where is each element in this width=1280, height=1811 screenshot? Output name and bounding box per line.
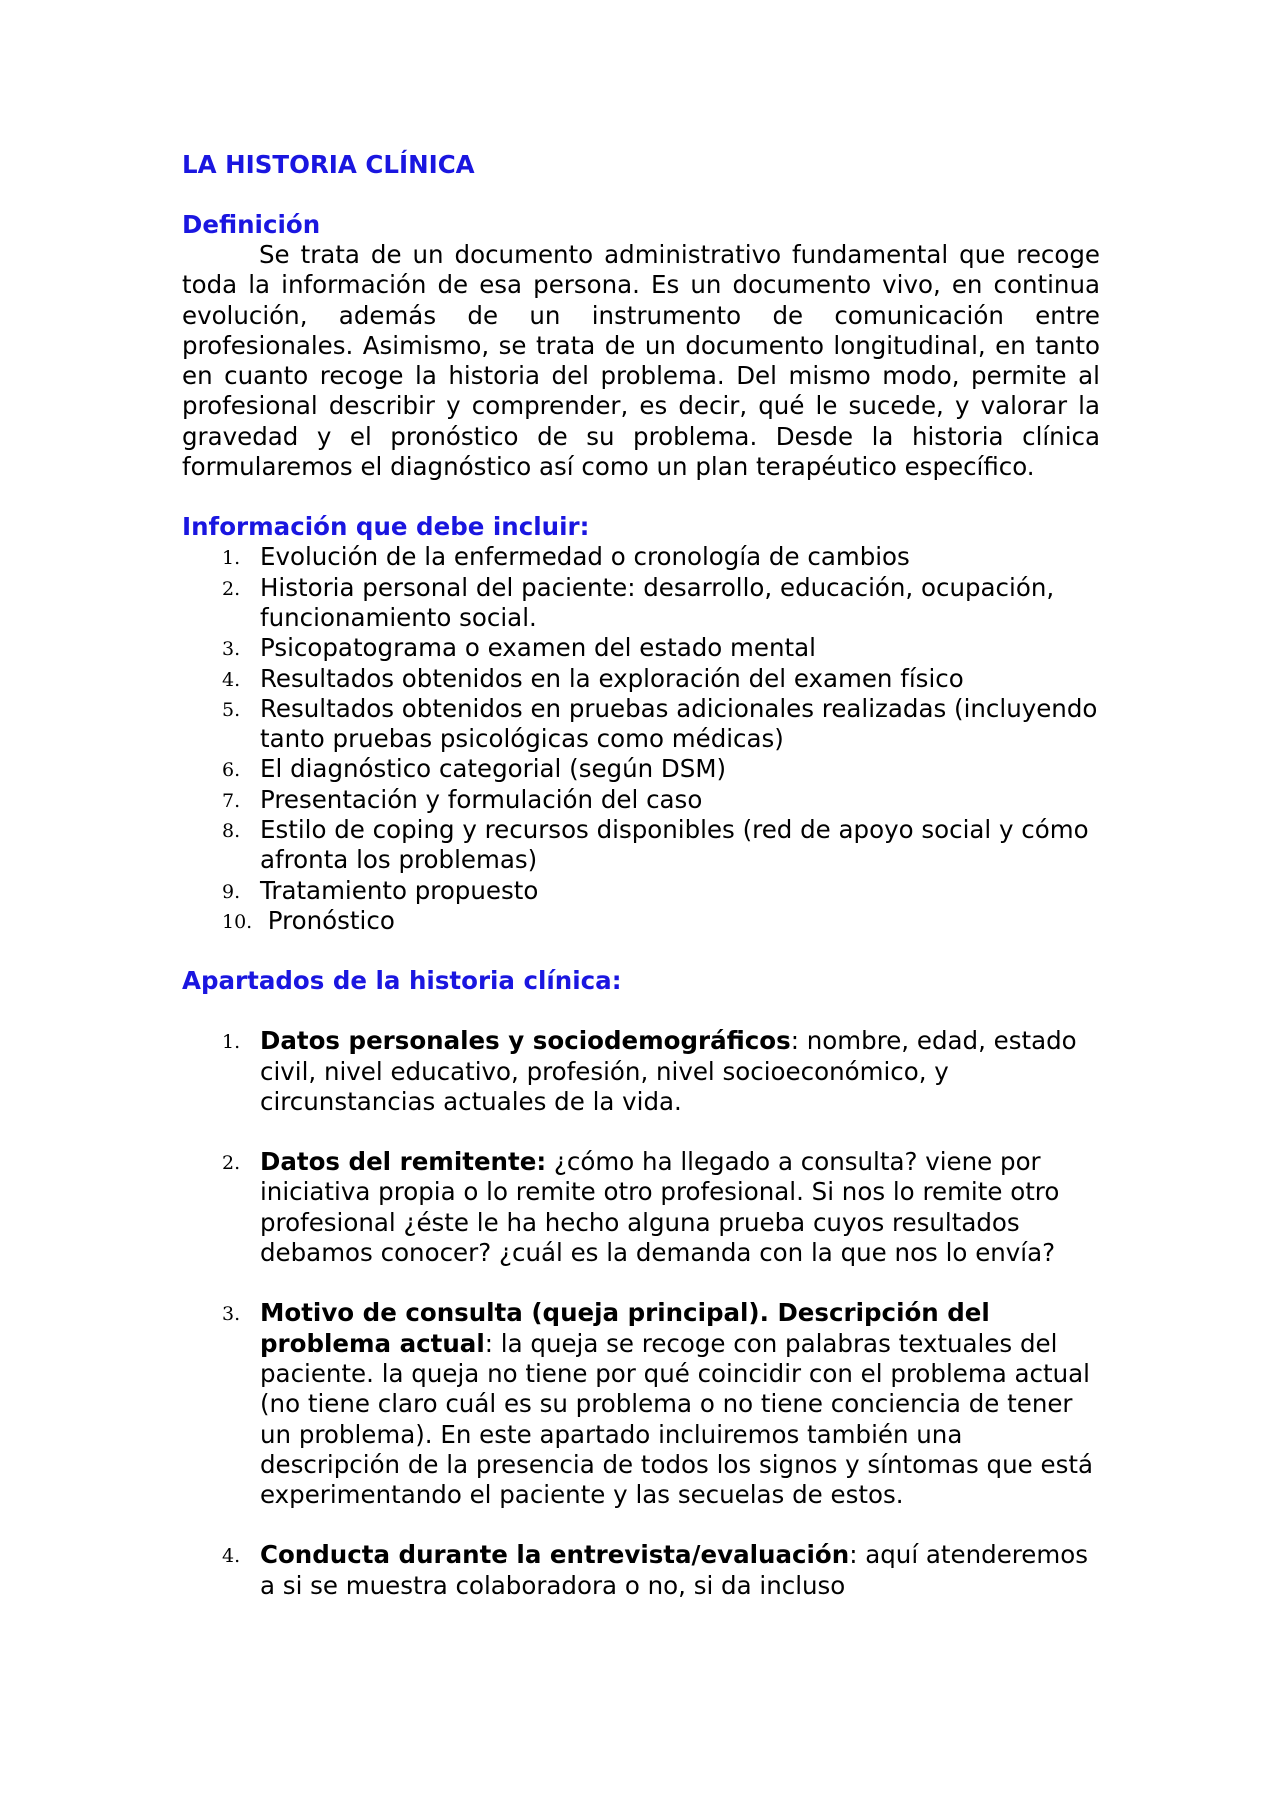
list-item [182,815,1100,876]
list-item-text: Estilo de coping y recursos disponibles (red de apoyo social y cómo afronta los problemas) [260,815,1089,875]
list-item [182,1026,1100,1117]
list-item-bold-label: Datos personales y sociodemográficos [260,1026,791,1056]
list-item [182,633,1100,663]
list-item [182,785,1100,815]
document-title: LA HISTORIA CLÍNICA [182,150,475,179]
list-item-number: 8. [222,820,241,843]
list-item [182,1147,1100,1268]
sections-heading: Apartados de la historia clínica: [182,966,622,996]
definition-heading: Definición [182,210,321,239]
list-item-text: : nombre, edad, estado civil, nivel educativo, profesión, nivel socioeconómico, y circunstancias actuales de la vida. [260,1026,1077,1116]
list-item-text: Tratamiento propuesto [260,875,539,905]
list-item-number: 4. [222,668,241,691]
sections-list [182,1026,1100,1601]
list-item-text: ¿cómo ha llegado a consulta? viene por iniciativa propia o lo remite otro profesional. Si nos lo remite otro profesional ¿éste le ha hecho alguna prueba cuyos resultados debamos conocer? ¿cuál es la demanda con la que nos lo envía? [260,1147,1060,1268]
list-item-number: 3. [222,1303,241,1326]
list-item-number: 2. [222,1152,241,1175]
list-item-text: Historia personal del paciente: desarrollo, educación, ocupación, funcionamiento social. [260,572,1055,632]
list-item-number: 4. [222,1545,241,1568]
list-item-text: Presentación y formulación del caso [260,784,703,814]
document-page [182,150,1100,1631]
list-item-text: Resultados obtenidos en pruebas adicionales realizadas (incluyendo tanto pruebas psicológicas como médicas) [260,693,1098,754]
list-item-bold-label: Motivo de consulta (queja principal). Descripción del problema actual [260,1298,990,1358]
list-item-number: 3. [222,638,241,661]
list-item [182,1298,1100,1510]
list-item-text: Pronóstico [260,905,395,935]
list-item-text: El diagnóstico categorial (según DSM) [260,754,727,784]
list-item [182,542,1100,572]
definition-paragraph: Se trata de un documento administrativo fundamental que recoge toda la información de esa persona. Es un documento vivo, en continua evolución, además de un instrumento de comunicación entre profesionales. Asimismo, se trata de un documento longitudinal, en tanto en cuanto recoge la historia del problema. Del mismo modo, permite al profesional describir y comprender, es decir, qué le sucede, y valorar la gravedad y el pronóstico de su problema. Desde la historia clínica formularemos el diagnóstico así como un plan terapéutico específico. [182,240,1100,482]
list-item [182,694,1100,755]
list-item [182,664,1100,694]
list-item-text: Evolución de la enfermedad o cronología de cambios [260,542,910,572]
list-item-text: : aquí atenderemos a si se muestra colaboradora o no, si da incluso [260,1540,1088,1600]
list-item-number: 6. [222,759,241,782]
list-item-number: 7. [222,789,241,812]
list-item-number: 1. [222,1031,241,1054]
list-item-number: 1. [222,547,241,570]
list-item-bold-label: Conducta durante la entrevista/evaluación [260,1540,850,1570]
list-item [182,906,1100,936]
list-item [182,754,1100,784]
info-list [182,542,1100,936]
list-item [182,573,1100,634]
list-item-text: Psicopatograma o examen del estado mental [260,633,816,663]
list-item-text: Resultados obtenidos en la exploración del examen físico [260,663,964,693]
list-item-text: : la queja se recoge con palabras textuales del paciente. la queja no tiene por qué coincidir con el problema actual (no tiene claro cuál es su problema o no tiene conciencia de tener un problema). En este apartado incluiremos también una descripción de la presencia de todos los signos y síntomas que está experimentando el paciente y las secuelas de estos. [260,1328,1093,1510]
list-item-number: 5. [222,698,241,721]
list-item-number: 9. [222,880,241,903]
list-item [182,876,1100,906]
info-heading: Información que debe incluir: [182,512,590,542]
list-item-number: 2. [222,577,241,600]
list-item [182,1540,1100,1601]
list-item-bold-label: Datos del remitente: [260,1147,547,1177]
list-item-number: 10. [222,910,253,933]
